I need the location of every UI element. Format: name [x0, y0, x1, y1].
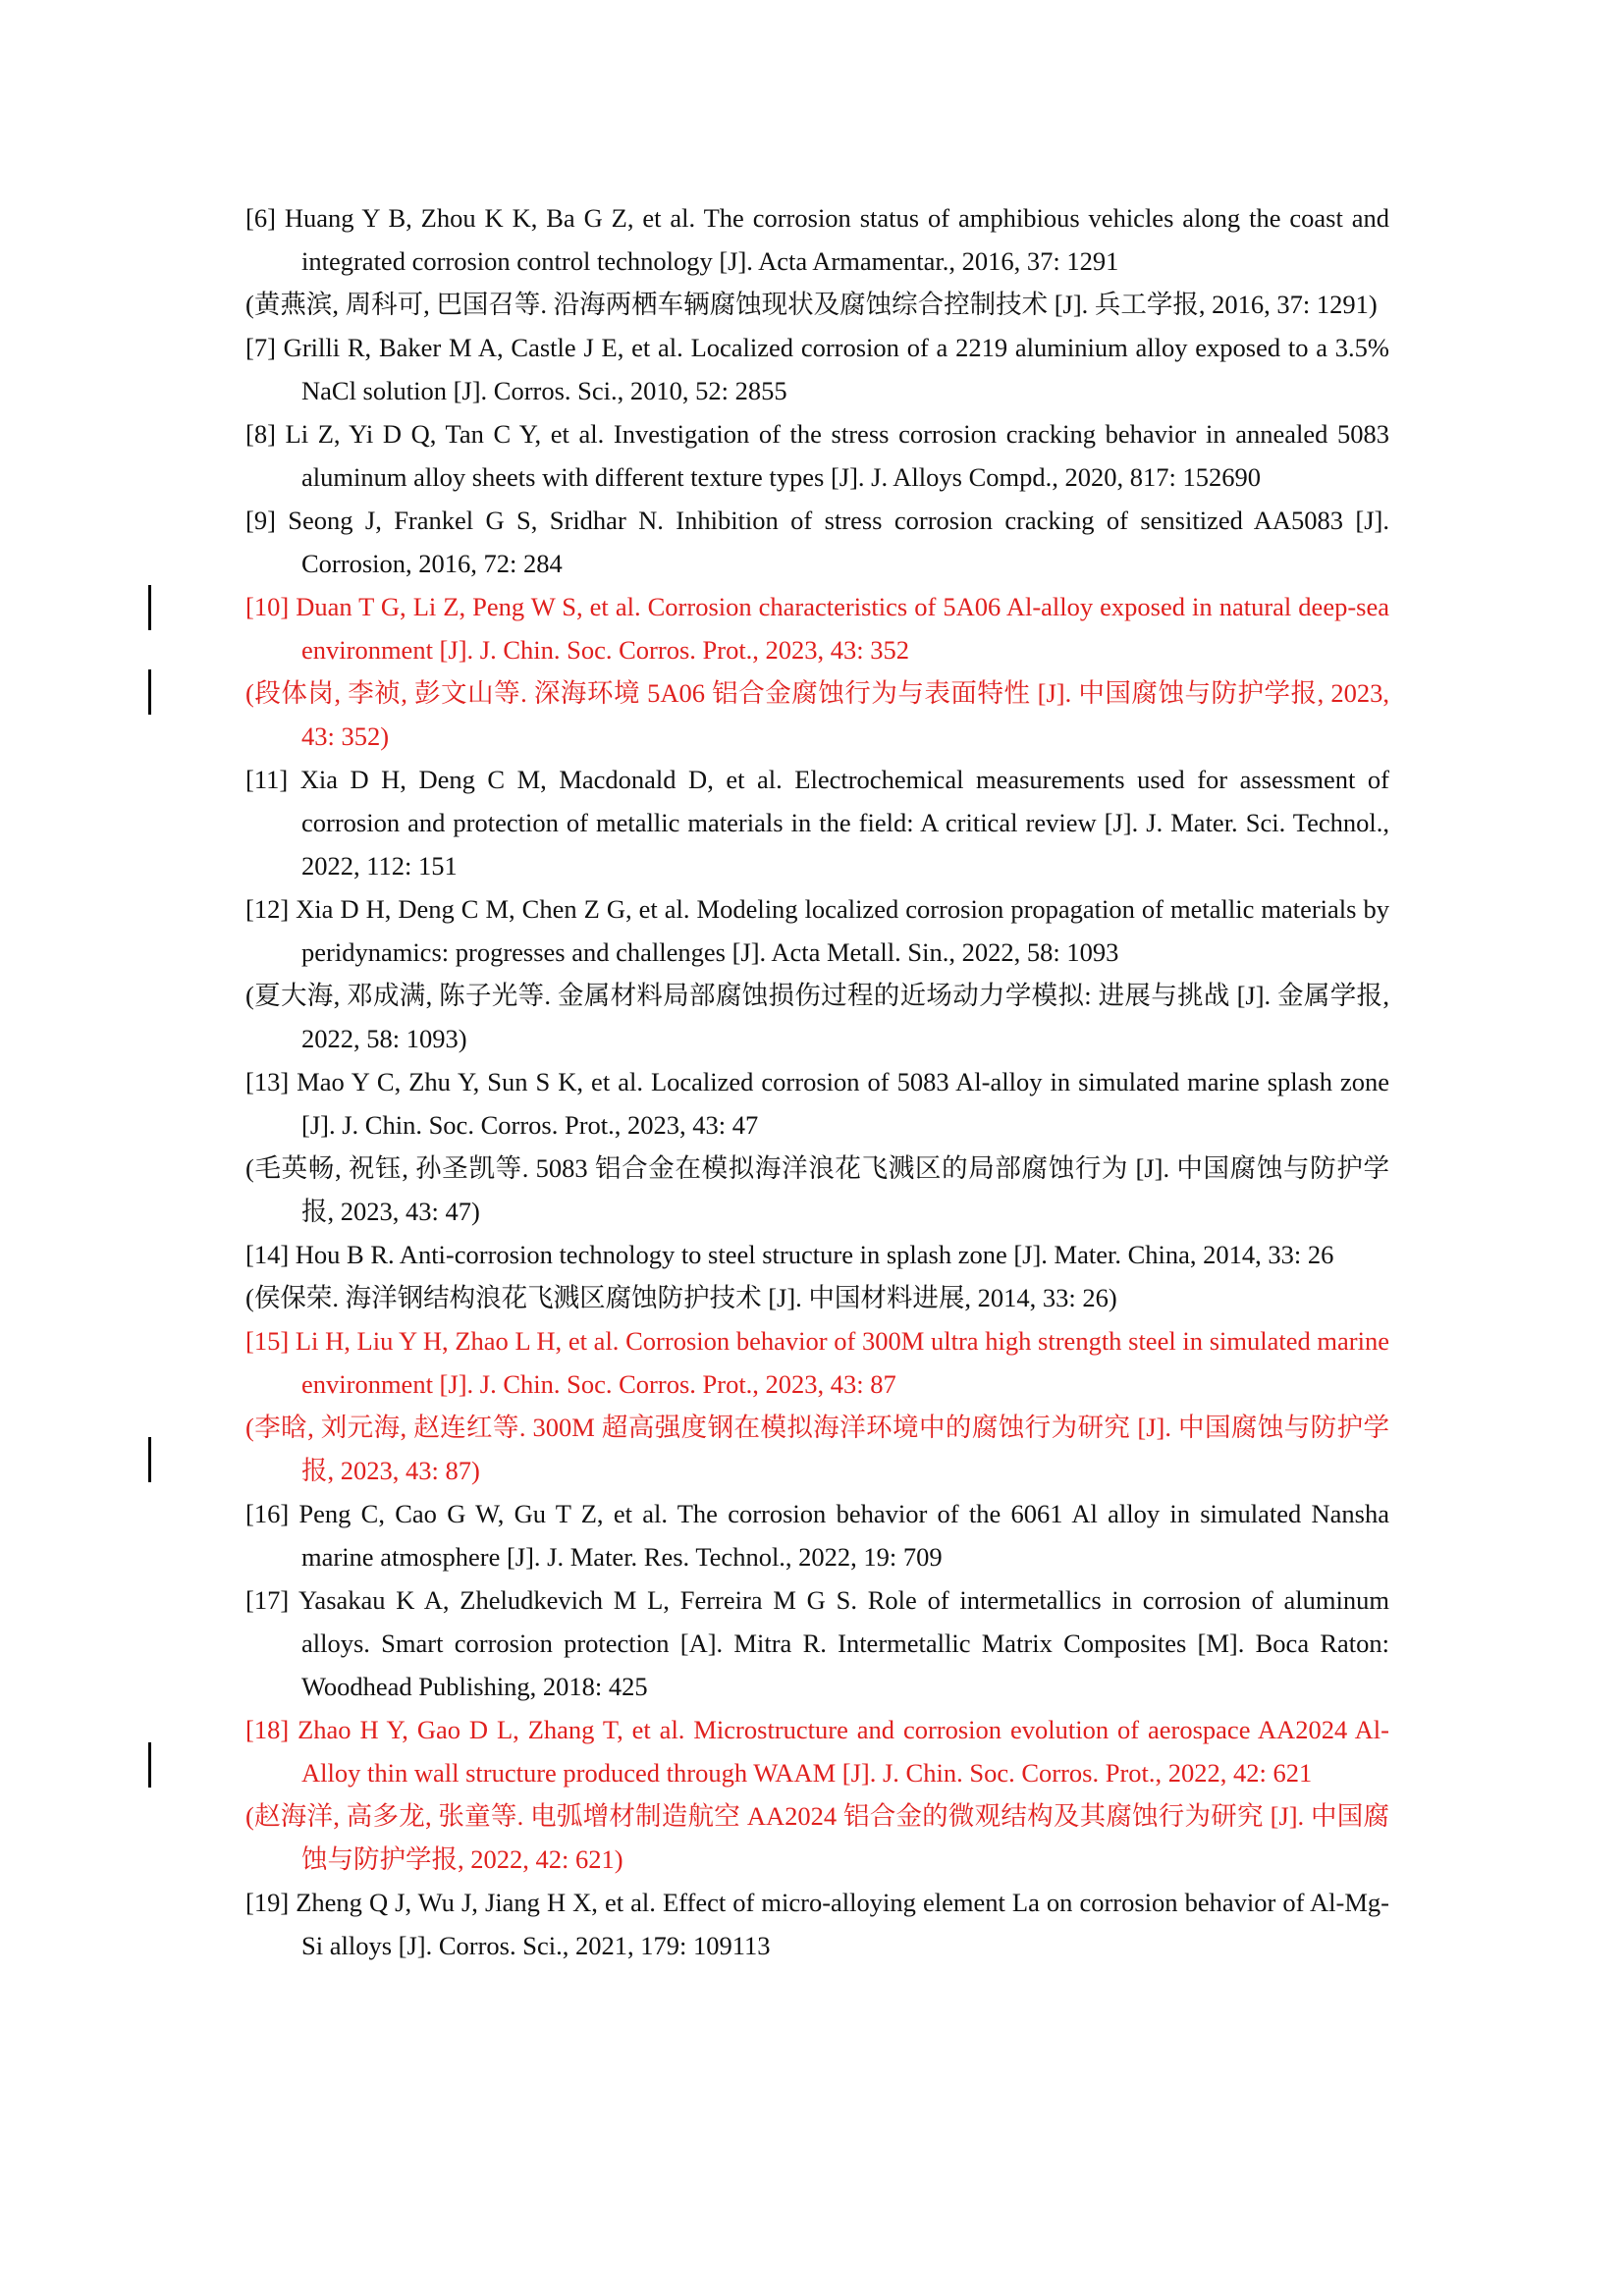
reference-entry-6: [6] Huang Y B, Zhou K K, Ba G Z, et al. The corrosion status of amphibious vehicles along the coast and integrated corrosion control technology [J]. Acta Armamentar., 2016, 37: 1291 — [245, 203, 1389, 276]
reference-entry-13-chinese: (毛英畅, 祝钰, 孙圣凯等. 5083 铝合金在模拟海洋浪花飞溅区的局部腐蚀行为 [J]. 中国腐蚀与防护学报, 2023, 43: 47) — [245, 1153, 1389, 1226]
reference-entry-18: [18] Zhao H Y, Gao D L, Zhang T, et al. Microstructure and corrosion evolution of aerospace AA2024 Al-Alloy thin wall structure produced through WAAM [J]. J. Chin. Soc. Corros. Prot., 2022, 42: 621 — [245, 1715, 1389, 1788]
revision-change-bar — [148, 1742, 151, 1788]
reference-entry-6-chinese: (黄燕滨, 周科可, 巴国召等. 沿海两栖车辆腐蚀现状及腐蚀综合控制技术 [J]. 兵工学报, 2016, 37: 1291) — [245, 290, 1378, 319]
reference-entry-16: [16] Peng C, Cao G W, Gu T Z, et al. The corrosion behavior of the 6061 Al alloy in simulated Nansha marine atmosphere [J]. J. Mater. Res. Technol., 2022, 19: 709 — [245, 1499, 1389, 1572]
reference-entry-18-chinese: (赵海洋, 高多龙, 张童等. 电弧增材制造航空 AA2024 铝合金的微观结构及其腐蚀行为研究 [J]. 中国腐蚀与防护学报, 2022, 42: 621) — [245, 1801, 1389, 1874]
reference-entry-10: [10] Duan T G, Li Z, Peng W S, et al. Corrosion characteristics of 5A06 Al-alloy exposed in natural deep-sea environment [J]. J. Chin. Soc. Corros. Prot., 2023, 43: 352 — [245, 592, 1389, 665]
reference-entry-11: [11] Xia D H, Deng C M, Macdonald D, et al. Electrochemical measurements used for assessment of corrosion and protection of metallic materials in the field: A critical review [J]. J. Mater. Sci. Technol., 2022, 112: 151 — [245, 765, 1389, 881]
reference-entry-19: [19] Zheng Q J, Wu J, Jiang H X, et al. Effect of micro-alloying element La on corrosion behavior of Al-Mg-Si alloys [J]. Corros. Sci., 2021, 179: 109113 — [245, 1888, 1389, 1960]
revision-change-bar — [148, 585, 151, 630]
reference-entry-10-chinese: (段体岗, 李祯, 彭文山等. 深海环境 5A06 铝合金腐蚀行为与表面特性 [J]. 中国腐蚀与防护学报, 2023, 43: 352) — [245, 678, 1389, 751]
reference-entry-12: [12] Xia D H, Deng C M, Chen Z G, et al. Modeling localized corrosion propagation of metallic materials by peridynamics: progresses and challenges [J]. Acta Metall. Sin., 2022, 58: 1093 — [245, 894, 1389, 967]
reference-entry-15: [15] Li H, Liu Y H, Zhao L H, et al. Corrosion behavior of 300M ultra high strength steel in simulated marine environment [J]. J. Chin. Soc. Corros. Prot., 2023, 43: 87 — [245, 1326, 1389, 1399]
reference-entry-14-chinese: (侯保荣. 海洋钢结构浪花飞溅区腐蚀防护技术 [J]. 中国材料进展, 2014, 33: 26) — [245, 1283, 1117, 1312]
reference-entry-8: [8] Li Z, Yi D Q, Tan C Y, et al. Investigation of the stress corrosion cracking behavior in annealed 5083 aluminum alloy sheets with different texture types [J]. J. Alloys Compd., 2020, 817: 152690 — [245, 419, 1389, 492]
reference-list — [245, 196, 1389, 1967]
reference-entry-14: [14] Hou B R. Anti-corrosion technology to steel structure in splash zone [J]. Mater. China, 2014, 33: 26 — [245, 1240, 1334, 1269]
reference-entry-7: [7] Grilli R, Baker M A, Castle J E, et al. Localized corrosion of a 2219 aluminium alloy exposed to a 3.5% NaCl solution [J]. Corros. Sci., 2010, 52: 2855 — [245, 333, 1389, 405]
reference-entry-15-chinese: (李晗, 刘元海, 赵连红等. 300M 超高强度钢在模拟海洋环境中的腐蚀行为研究 [J]. 中国腐蚀与防护学报, 2023, 43: 87) — [245, 1413, 1389, 1485]
revision-change-bar — [148, 1437, 151, 1482]
reference-entry-13: [13] Mao Y C, Zhu Y, Sun S K, et al. Localized corrosion of 5083 Al-alloy in simulated marine splash zone [J]. J. Chin. Soc. Corros. Prot., 2023, 43: 47 — [245, 1067, 1389, 1140]
reference-entry-17: [17] Yasakau K A, Zheludkevich M L, Ferreira M G S. Role of intermetallics in corrosion of aluminum alloys. Smart corrosion protection [A]. Mitra R. Intermetallic Matrix Composites [M]. Boca Raton: Woodhead Publishing, 2018: 425 — [245, 1585, 1389, 1701]
reference-entry-9: [9] Seong J, Frankel G S, Sridhar N. Inhibition of stress corrosion cracking of sensitized AA5083 [J]. Corrosion, 2016, 72: 284 — [245, 506, 1389, 578]
revision-change-bar — [148, 669, 151, 715]
reference-entry-12-chinese: (夏大海, 邓成满, 陈子光等. 金属材料局部腐蚀损伤过程的近场动力学模拟: 进展与挑战 [J]. 金属学报, 2022, 58: 1093) — [245, 981, 1389, 1053]
